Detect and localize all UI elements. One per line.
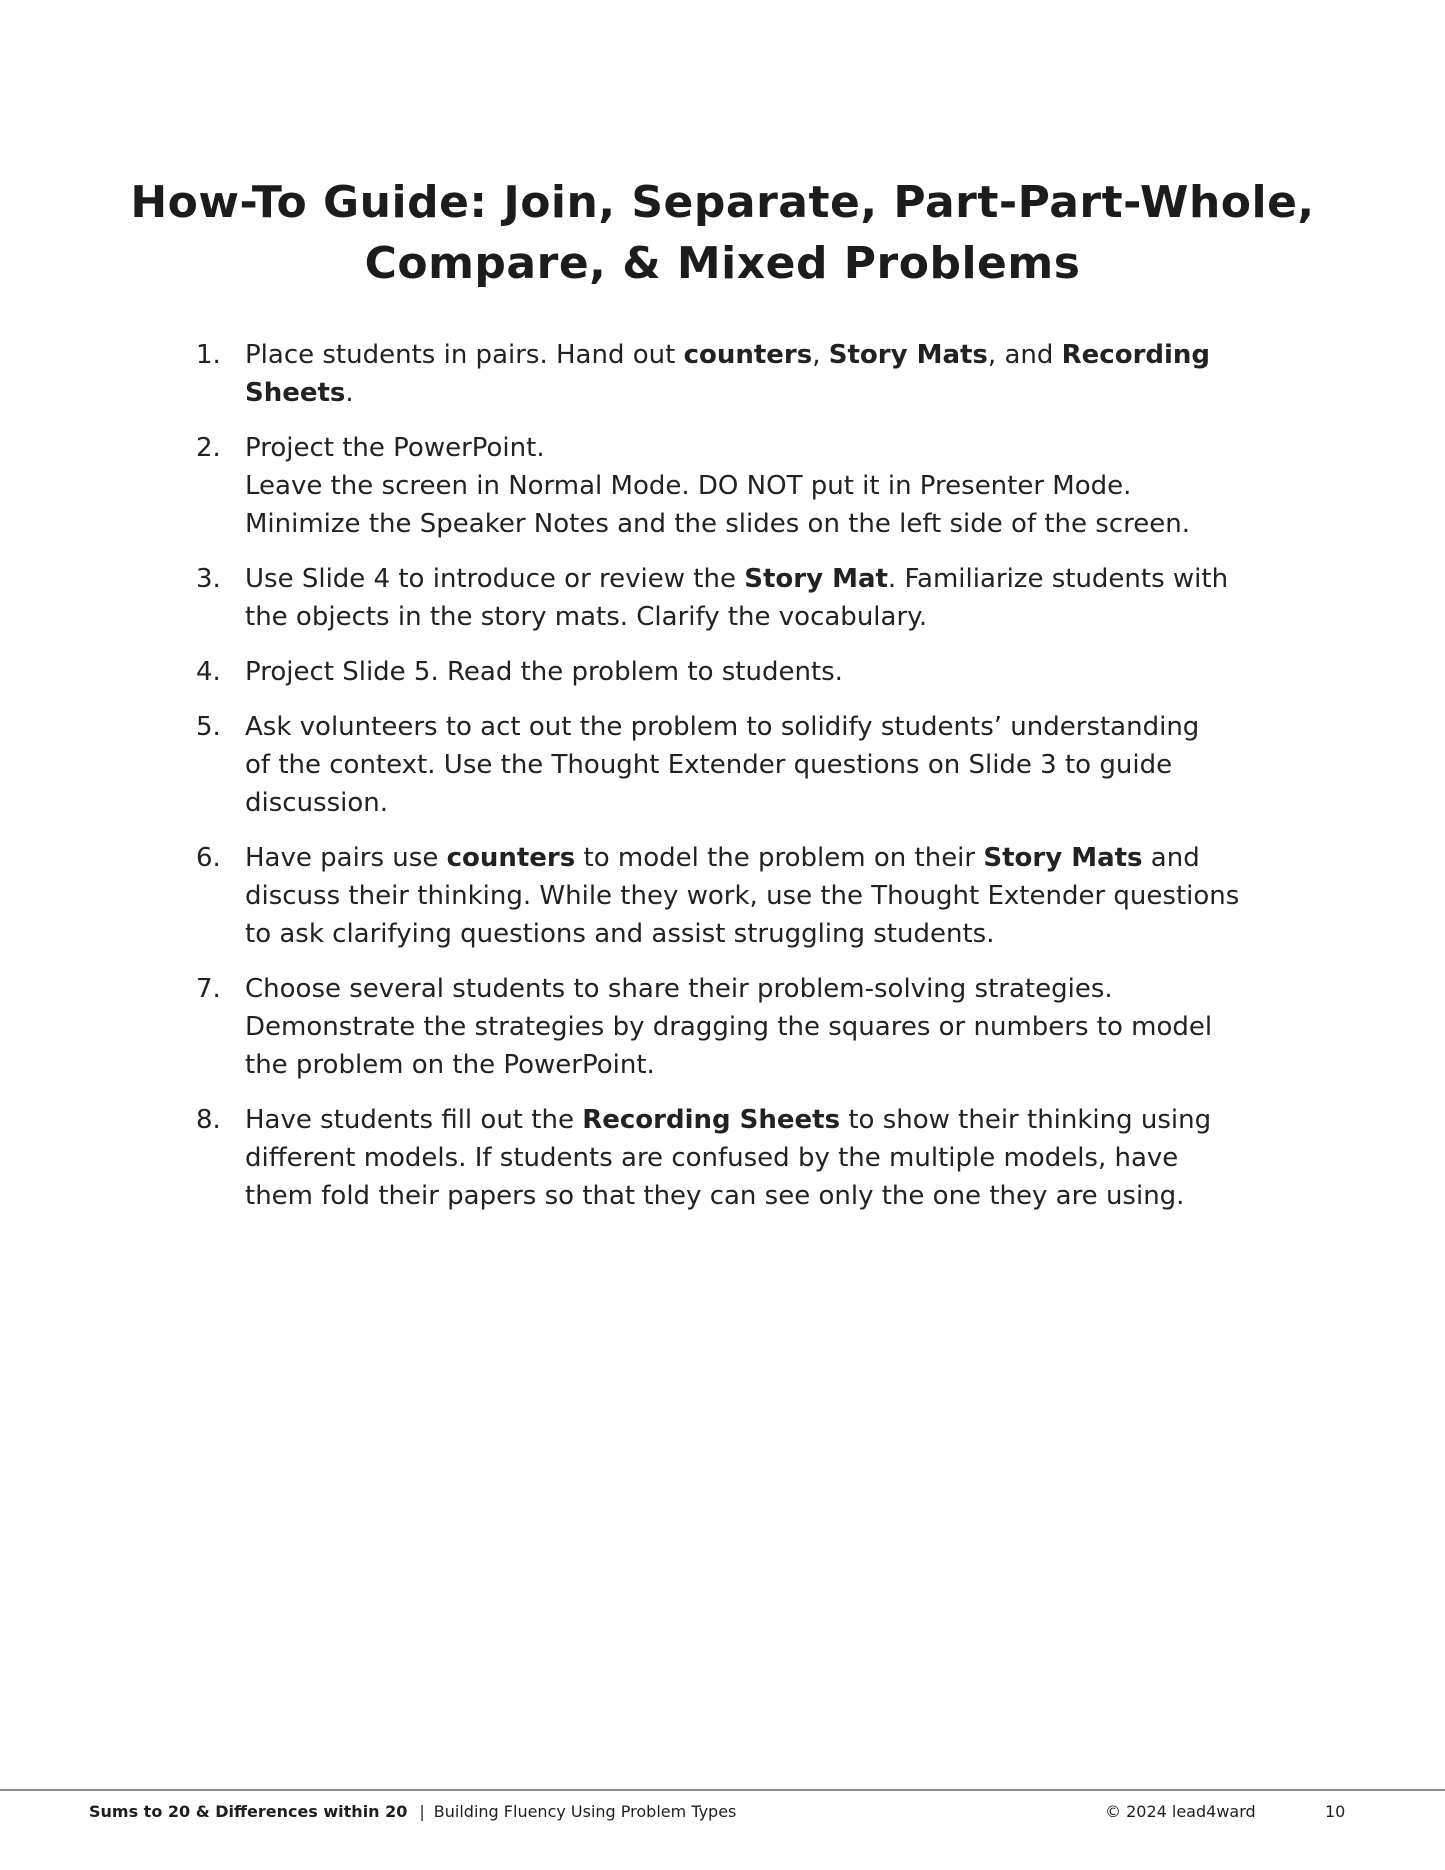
- text-line: [245, 1046, 1212, 1084]
- text-line: [245, 877, 1239, 915]
- text-line: [245, 505, 1190, 543]
- plain-text: of the context. Use the Thought Extender questions on Slide 3 to guide: [245, 750, 1173, 780]
- plain-text: Demonstrate the strategies by dragging the squares or numbers to model: [245, 1012, 1213, 1042]
- list-item-text: [245, 970, 1212, 1084]
- text-line: [245, 653, 843, 691]
- plain-text: different models. If students are confused by the multiple models, have: [245, 1143, 1179, 1173]
- list-item-text: [245, 560, 1228, 636]
- emphasized-text: Sheets: [245, 378, 346, 408]
- list-item-number: 3.: [196, 564, 221, 594]
- list-item-number: 1.: [196, 340, 221, 370]
- plain-text: Ask volunteers to act out the problem to solidify students’ understanding: [245, 712, 1200, 742]
- plain-text: Have students fill out the: [245, 1105, 583, 1135]
- list-item: [196, 1101, 1445, 1215]
- list-item-text: [245, 1101, 1211, 1215]
- list-item-number: 6.: [196, 843, 221, 873]
- list-item-number: 7.: [196, 974, 221, 1004]
- footer-page-number: 10: [1325, 1802, 1346, 1821]
- page-title: [0, 0, 1445, 294]
- list-item-text: [245, 336, 1210, 412]
- footer-product-name: Sums to 20 & Differences within 20: [89, 1802, 408, 1821]
- plain-text: the problem on the PowerPoint.: [245, 1050, 655, 1080]
- list-item-text: [245, 429, 1190, 543]
- plain-text: . Familiarize students with: [887, 564, 1229, 594]
- text-line: [245, 1139, 1211, 1177]
- plain-text: , and: [987, 340, 1062, 370]
- page-title-line1: How-To Guide: Join, Separate, Part-Part-Whole,: [130, 177, 1315, 228]
- plain-text: Use Slide 4 to introduce or review the: [245, 564, 745, 594]
- list-item-number: 4.: [196, 657, 221, 687]
- list-item-text: [245, 653, 843, 691]
- list-item: [196, 429, 1445, 543]
- list-item-number: 8.: [196, 1105, 221, 1135]
- list-item-number: 2.: [196, 433, 221, 463]
- list-item: [196, 653, 1445, 691]
- plain-text: to ask clarifying questions and assist struggling students.: [245, 919, 995, 949]
- plain-text: Minimize the Speaker Notes and the slides on the left side of the screen.: [245, 509, 1190, 539]
- plain-text: Project the PowerPoint.: [245, 433, 545, 463]
- emphasized-text: counters: [446, 843, 576, 873]
- plain-text: and: [1142, 843, 1200, 873]
- plain-text: to model the problem on their: [575, 843, 984, 873]
- footer-copyright: © 2024 lead4ward: [1105, 1802, 1256, 1821]
- text-line: [245, 746, 1199, 784]
- text-line: [245, 374, 1210, 412]
- list-item: [196, 708, 1445, 822]
- text-line: [245, 560, 1228, 598]
- footer-subtitle: Building Fluency Using Problem Types: [433, 1802, 737, 1821]
- list-item: [196, 970, 1445, 1084]
- footer-document-title: [89, 1801, 736, 1823]
- list-item: [196, 336, 1445, 412]
- plain-text: .: [345, 378, 354, 408]
- plain-text: Have pairs use: [245, 843, 447, 873]
- footer-divider: [0, 1789, 1445, 1791]
- footer-separator: |: [419, 1802, 425, 1821]
- text-line: [245, 1177, 1211, 1215]
- text-line: [245, 970, 1212, 1008]
- text-line: [245, 839, 1239, 877]
- page-title-line2: Compare, & Mixed Problems: [364, 238, 1081, 289]
- emphasized-text: Story Mats: [828, 340, 988, 370]
- text-line: [245, 1008, 1212, 1046]
- emphasized-text: counters: [683, 340, 813, 370]
- list-item-number: 5.: [196, 712, 221, 742]
- plain-text: Choose several students to share their problem-solving strategies.: [245, 974, 1113, 1004]
- text-line: [245, 708, 1199, 746]
- list-item-text: [245, 839, 1239, 953]
- emphasized-text: Recording Sheets: [582, 1105, 841, 1135]
- text-line: [245, 598, 1228, 636]
- plain-text: Leave the screen in Normal Mode. DO NOT put it in Presenter Mode.: [245, 471, 1132, 501]
- text-line: [245, 336, 1210, 374]
- text-line: [245, 784, 1199, 822]
- list-item: [196, 560, 1445, 636]
- plain-text: discuss their thinking. While they work, use the Thought Extender questions: [245, 881, 1240, 911]
- plain-text: Place students in pairs. Hand out: [245, 340, 684, 370]
- emphasized-text: Story Mats: [983, 843, 1143, 873]
- list-item-text: [245, 708, 1199, 822]
- list-item: [196, 839, 1445, 953]
- plain-text: ,: [812, 340, 829, 370]
- text-line: [245, 915, 1239, 953]
- plain-text: Project Slide 5. Read the problem to students.: [245, 657, 843, 687]
- howto-list: [196, 336, 1445, 1215]
- plain-text: to show their thinking using: [840, 1105, 1212, 1135]
- plain-text: discussion.: [245, 788, 389, 818]
- text-line: [245, 429, 1190, 467]
- text-line: [245, 1101, 1211, 1139]
- emphasized-text: Story Mat: [744, 564, 888, 594]
- plain-text: them fold their papers so that they can see only the one they are using.: [245, 1181, 1185, 1211]
- emphasized-text: Recording: [1061, 340, 1211, 370]
- plain-text: the objects in the story mats. Clarify the vocabulary.: [245, 602, 928, 632]
- text-line: [245, 467, 1190, 505]
